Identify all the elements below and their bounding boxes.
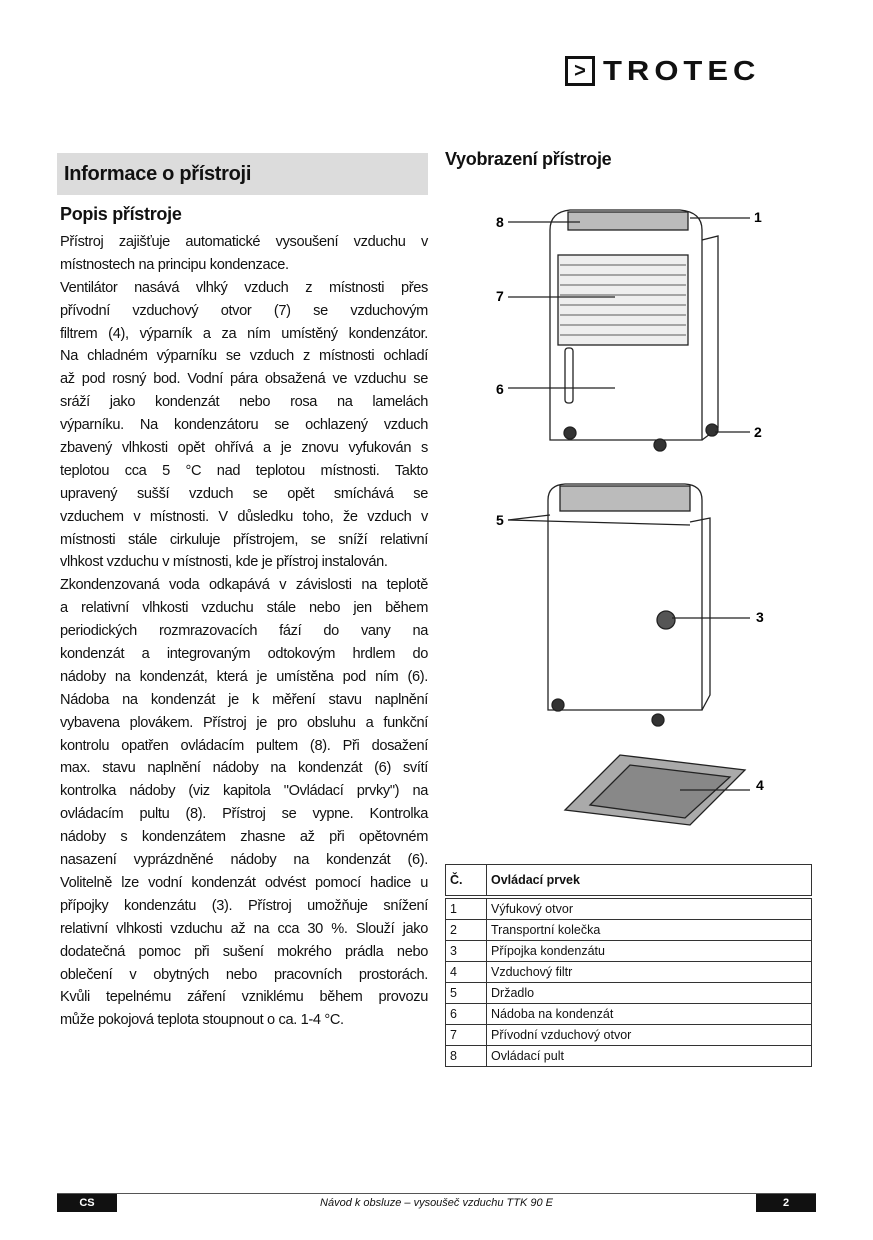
element-name: Ovládací pult — [487, 1046, 812, 1067]
text-line: kontrolka nádoby (viz kapitola "Ovládací prvky") na — [60, 783, 428, 800]
callout-8: 8 — [496, 214, 504, 230]
text-line: nádoby s kondenzátem zhasne až při opětovném — [60, 829, 428, 846]
text-line: přípojky kondenzátu (3). Přístroj umožňuje snížení — [60, 897, 428, 914]
text-line: výparníku. Na kondenzátoru se ochlazený vzduch — [60, 417, 428, 434]
table-row — [446, 1004, 812, 1025]
text-line: sráží jako kondenzát nebo rosa na lamelách — [60, 394, 428, 411]
text-line: dodatečná pomoc při sušení mokrého prádla nebo — [60, 943, 428, 960]
text-line: Na chladném výparníku se vzduch z místnosti ochladí — [60, 348, 428, 365]
element-name: Vzduchový filtr — [487, 962, 812, 983]
callout-7: 7 — [496, 288, 504, 304]
text-line: Kvůli tepelnému záření vzniklému během provozu — [60, 989, 428, 1006]
element-name: Přívodní vzduchový otvor — [487, 1025, 812, 1046]
element-number: 4 — [446, 962, 487, 983]
text-line: vlhkost vzduchu v místnosti, kde je přístroj instalován. — [60, 554, 388, 571]
text-line: až pod rosný bod. Vodní pára obsažená ve vzduchu se — [60, 371, 428, 388]
table-row — [446, 1046, 812, 1067]
element-name: Držadlo — [487, 983, 812, 1004]
text-line: Zkondenzovaná voda odkapává v závislosti na teplotě — [60, 577, 428, 594]
element-number: 8 — [446, 1046, 487, 1067]
element-name: Výfukový otvor — [487, 897, 812, 920]
footer-title: Návod k obsluze – vysoušeč vzduchu TTK 90 E — [320, 1197, 553, 1209]
text-line: a relativní vlhkosti vzduchu stále nebo jen během — [60, 600, 428, 617]
logo-mark: > — [565, 56, 595, 86]
subheading: Popis přístroje — [60, 204, 182, 224]
dehumidifier-rear — [548, 484, 702, 710]
text-line: vybavena plovákem. Přístroj je pro obsluhu a funkční — [60, 714, 428, 731]
element-name: Přípojka kondenzátu — [487, 941, 812, 962]
text-line: zbavený vlhkosti opět ohřívá a je znovu vyfukován s — [60, 440, 428, 457]
element-number: 7 — [446, 1025, 487, 1046]
element-number: 6 — [446, 1004, 487, 1025]
table-row — [446, 962, 812, 983]
text-line: ovládacím pultu (8). Přístroj se vypne. Kontrolka — [60, 806, 428, 823]
element-name: Nádoba na kondenzát — [487, 1004, 812, 1025]
element-number: 3 — [446, 941, 487, 962]
text-line: teplotou cca 5 °C nad teplotou místnosti. Takto — [60, 462, 428, 479]
text-line: periodických rozmrazovacích fází do vany na — [60, 623, 428, 640]
text-line: Nádoba na kondenzát je k měření stavu naplnění — [60, 691, 428, 708]
table-row — [446, 1025, 812, 1046]
text-line: kondenzát a integrovaným odtokovým hrdlem do — [60, 646, 428, 663]
element-name: Transportní kolečka — [487, 920, 812, 941]
logo-text: TROTEC — [603, 54, 761, 87]
text-line: Přístroj zajišťuje automatické vysoušení vzduchu v — [60, 234, 428, 250]
text-line: Volitelně lze vodní kondenzát odvést pomocí hadice u — [60, 874, 428, 891]
text-line: přívodní vzduchový otvor (7) se vzduchovým — [60, 302, 428, 319]
table-row — [446, 920, 812, 941]
element-number: 5 — [446, 983, 487, 1004]
language-code: CS — [57, 1194, 117, 1212]
text-line: upravený sušší vzduch se opět smíchává se — [60, 485, 428, 502]
text-line: Ventilátor nasává vlhký vzduch z místnosti přes — [60, 279, 428, 296]
page-number: 2 — [756, 1194, 816, 1212]
text-line: může pokojová teplota stoupnout o ca. 1-4 °C. — [60, 1012, 344, 1029]
callout-2: 2 — [754, 424, 762, 440]
text-line: místnosti stále cirkuluje přístrojem, se sníží relativní — [60, 531, 428, 548]
page-footer — [57, 1193, 816, 1212]
text-line: vzduchem v místnosti. V důsledku toho, že vzduch v — [60, 508, 428, 525]
table-row — [446, 897, 812, 920]
trotec-logo — [565, 54, 815, 88]
callout-5: 5 — [496, 512, 504, 528]
text-line: nasazení vyprázdněné nádoby na kondenzát (6). — [60, 852, 428, 869]
table-row — [446, 983, 812, 1004]
device-illustration — [440, 200, 820, 840]
text-line: nádoby na kondenzát, která je umístěna pod ním (6). — [60, 668, 428, 685]
description-text — [60, 231, 428, 1032]
table-row — [446, 941, 812, 962]
text-line: filtrem (4), výparník a za ním umístěný kondenzátor. — [60, 325, 428, 342]
text-line: max. stavu naplnění nádoby na kondenzát (6) svítí — [60, 760, 428, 777]
section-heading: Informace o přístroji — [57, 153, 428, 195]
col-header-number: Č. — [446, 865, 487, 898]
callout-4: 4 — [756, 777, 764, 793]
text-line: kontrolu opatřen ovládacím pultem (8). Při dosažení — [60, 737, 428, 754]
text-line: oblečení v obytných nebo pracovních prostorách. — [60, 966, 428, 983]
col-header-element: Ovládací prvek — [487, 865, 812, 898]
figure-heading: Vyobrazení přístroje — [445, 149, 612, 169]
callout-3: 3 — [756, 609, 764, 625]
text-line: místnostech na principu kondenzace. — [60, 256, 289, 273]
callout-6: 6 — [496, 381, 504, 397]
callout-1: 1 — [754, 209, 762, 225]
text-line: relativní vlhkosti vzduchu až na cca 30 %. Slouží jako — [60, 920, 428, 937]
element-number: 1 — [446, 897, 487, 920]
controls-table — [445, 864, 812, 1067]
element-number: 2 — [446, 920, 487, 941]
